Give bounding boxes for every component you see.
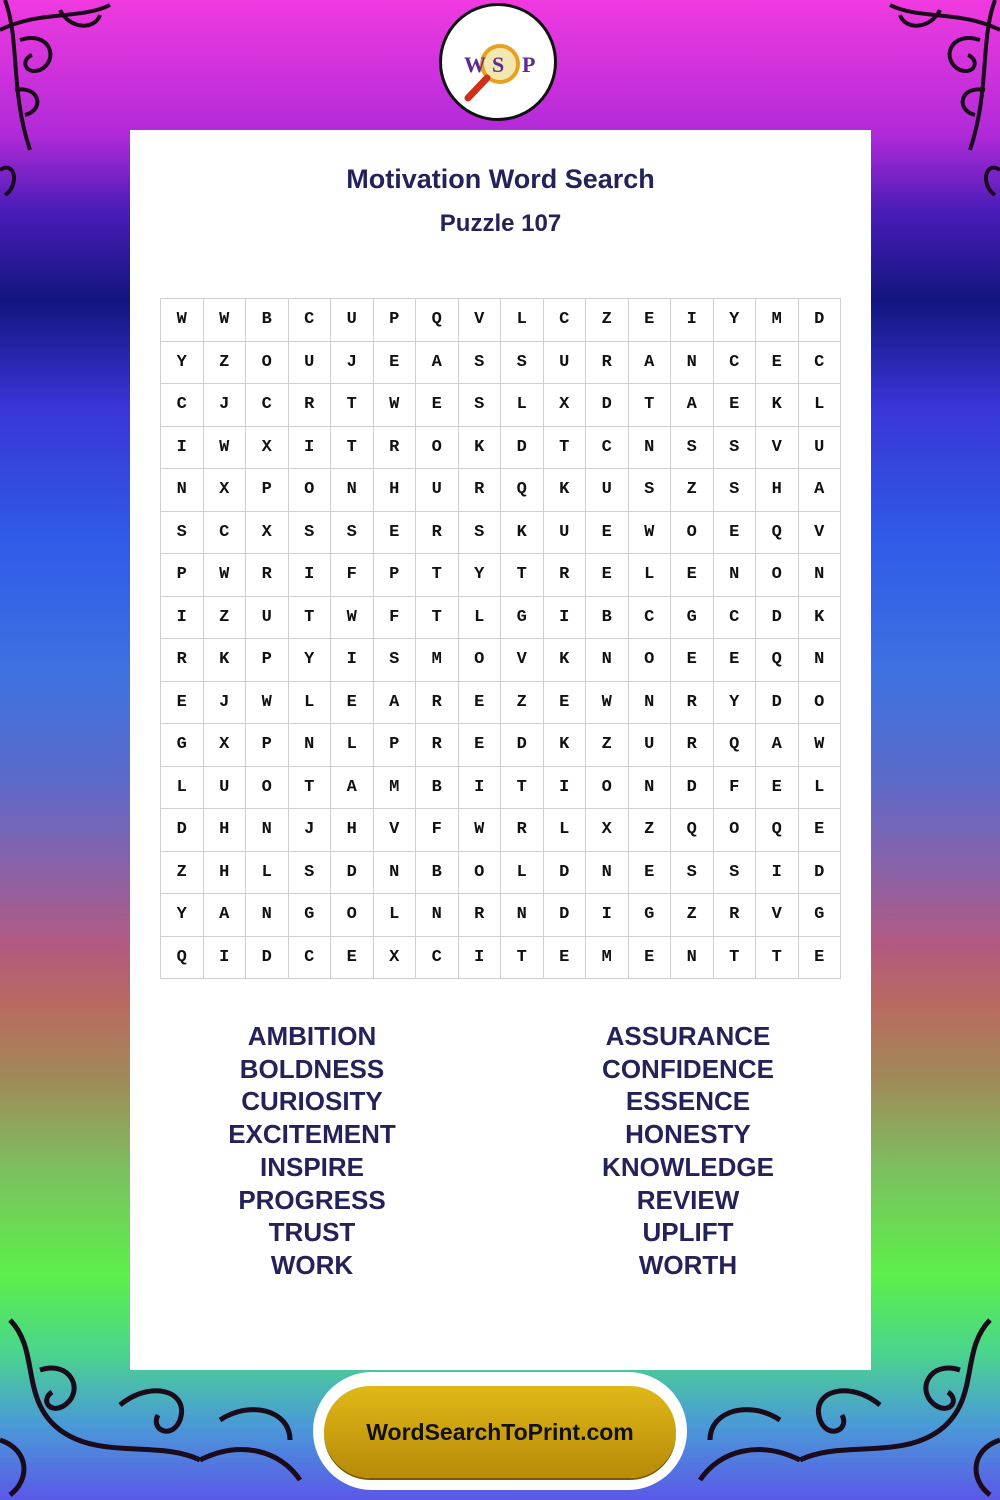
grid-cell[interactable]: A <box>416 342 459 385</box>
grid-cell[interactable]: W <box>374 384 417 427</box>
grid-cell[interactable]: S <box>459 384 502 427</box>
word-list-item: CURIOSITY <box>241 1086 383 1117</box>
grid-cell[interactable]: Y <box>459 554 502 597</box>
grid-cell[interactable]: M <box>586 937 629 980</box>
logo-letter-p: P <box>522 52 536 77</box>
grid-cell[interactable]: M <box>374 767 417 810</box>
grid-cell[interactable]: C <box>586 427 629 470</box>
grid-cell[interactable]: X <box>374 937 417 980</box>
grid-cell[interactable]: M <box>756 299 799 342</box>
grid-cell[interactable]: H <box>374 469 417 512</box>
grid-cell[interactable]: N <box>586 639 629 682</box>
grid-cell[interactable]: P <box>374 554 417 597</box>
grid-cell[interactable]: U <box>544 512 587 555</box>
corner-ornament-top-left-icon <box>0 0 130 200</box>
puzzle-number: Puzzle 107 <box>439 210 562 237</box>
word-list-item: HONESTY <box>625 1119 751 1150</box>
grid-cell[interactable]: I <box>459 937 502 980</box>
grid-cell[interactable]: D <box>544 894 587 937</box>
grid-cell[interactable]: N <box>629 767 672 810</box>
grid-cell[interactable]: Z <box>204 342 247 385</box>
grid-cell[interactable]: Y <box>714 682 757 725</box>
grid-cell[interactable]: S <box>459 512 502 555</box>
grid-cell[interactable]: L <box>629 554 672 597</box>
grid-cell[interactable]: E <box>756 767 799 810</box>
grid-cell[interactable]: L <box>799 767 842 810</box>
grid-cell[interactable]: T <box>501 767 544 810</box>
grid-cell[interactable]: F <box>331 554 374 597</box>
grid-cell[interactable]: E <box>629 852 672 895</box>
grid-cell[interactable]: H <box>204 852 247 895</box>
grid-cell[interactable]: T <box>331 427 374 470</box>
grid-cell[interactable]: U <box>799 427 842 470</box>
grid-cell[interactable]: K <box>204 639 247 682</box>
grid-cell[interactable]: N <box>416 894 459 937</box>
grid-cell[interactable]: A <box>374 682 417 725</box>
website-link-button[interactable]: WordSearchToPrint.com <box>324 1386 676 1478</box>
grid-cell[interactable]: S <box>629 469 672 512</box>
grid-cell[interactable]: N <box>671 937 714 980</box>
grid-cell[interactable]: L <box>544 809 587 852</box>
grid-cell[interactable]: E <box>671 639 714 682</box>
grid-cell[interactable]: C <box>416 937 459 980</box>
grid-cell[interactable]: E <box>629 299 672 342</box>
grid-cell[interactable]: L <box>501 299 544 342</box>
grid-cell[interactable]: A <box>331 767 374 810</box>
word-list-item: BOLDNESS <box>239 1053 385 1084</box>
grid-cell[interactable]: N <box>501 894 544 937</box>
grid-cell[interactable]: C <box>289 299 332 342</box>
grid-cell[interactable]: W <box>331 597 374 640</box>
grid-cell[interactable]: A <box>671 384 714 427</box>
grid-cell[interactable]: T <box>416 597 459 640</box>
grid-cell[interactable]: Z <box>161 852 204 895</box>
word-list-item: REVIEW <box>636 1184 740 1215</box>
grid-cell[interactable]: C <box>204 512 247 555</box>
word-list-left <box>162 1020 462 1282</box>
grid-cell[interactable]: T <box>544 427 587 470</box>
grid-cell[interactable]: O <box>714 809 757 852</box>
grid-cell[interactable]: W <box>586 682 629 725</box>
grid-cell[interactable]: O <box>246 767 289 810</box>
grid-cell[interactable]: U <box>416 469 459 512</box>
grid-cell[interactable]: D <box>799 852 842 895</box>
grid-cell[interactable]: O <box>756 554 799 597</box>
grid-cell[interactable]: Y <box>289 639 332 682</box>
grid-cell[interactable]: R <box>374 427 417 470</box>
grid-cell[interactable]: L <box>246 852 289 895</box>
grid-cell[interactable]: R <box>161 639 204 682</box>
grid-cell[interactable]: O <box>289 469 332 512</box>
grid-cell[interactable]: T <box>756 937 799 980</box>
grid-cell[interactable]: R <box>416 512 459 555</box>
grid-cell[interactable]: K <box>544 469 587 512</box>
grid-cell[interactable]: N <box>629 682 672 725</box>
grid-cell[interactable]: Y <box>714 299 757 342</box>
grid-cell[interactable]: Z <box>671 469 714 512</box>
grid-cell[interactable]: F <box>714 767 757 810</box>
grid-cell[interactable]: X <box>246 427 289 470</box>
grid-cell[interactable]: U <box>289 342 332 385</box>
grid-cell[interactable]: E <box>459 682 502 725</box>
grid-cell[interactable]: P <box>161 554 204 597</box>
grid-cell[interactable]: Q <box>756 512 799 555</box>
grid-cell[interactable]: S <box>671 427 714 470</box>
grid-cell[interactable]: E <box>714 512 757 555</box>
grid-cell[interactable]: L <box>459 597 502 640</box>
grid-cell[interactable]: S <box>374 639 417 682</box>
grid-cell[interactable]: R <box>459 469 502 512</box>
grid-cell[interactable]: D <box>756 597 799 640</box>
grid-cell[interactable]: U <box>629 724 672 767</box>
grid-cell[interactable]: E <box>544 937 587 980</box>
grid-cell[interactable]: R <box>246 554 289 597</box>
grid-cell[interactable]: U <box>331 299 374 342</box>
grid-cell[interactable]: K <box>756 384 799 427</box>
grid-cell[interactable]: N <box>246 894 289 937</box>
grid-cell[interactable]: J <box>204 682 247 725</box>
grid-cell[interactable]: Z <box>586 299 629 342</box>
grid-cell[interactable]: K <box>459 427 502 470</box>
grid-cell[interactable]: S <box>714 852 757 895</box>
grid-cell[interactable]: G <box>799 894 842 937</box>
grid-cell[interactable]: O <box>586 767 629 810</box>
grid-cell[interactable]: I <box>756 852 799 895</box>
grid-cell[interactable]: Q <box>501 469 544 512</box>
grid-cell[interactable]: E <box>331 937 374 980</box>
grid-cell[interactable]: Q <box>671 809 714 852</box>
grid-cell[interactable]: K <box>544 639 587 682</box>
grid-cell[interactable]: S <box>714 427 757 470</box>
logo-letter-w: W <box>464 52 486 77</box>
grid-cell[interactable]: T <box>416 554 459 597</box>
grid-cell[interactable]: O <box>246 342 289 385</box>
grid-cell[interactable]: E <box>756 342 799 385</box>
grid-cell[interactable]: C <box>629 597 672 640</box>
grid-cell[interactable]: C <box>799 342 842 385</box>
grid-cell[interactable]: R <box>459 894 502 937</box>
grid-cell[interactable]: J <box>331 342 374 385</box>
word-list-item: TRUST <box>268 1217 356 1248</box>
grid-cell[interactable]: H <box>756 469 799 512</box>
grid-cell[interactable]: T <box>331 384 374 427</box>
grid-cell[interactable]: N <box>161 469 204 512</box>
grid-cell[interactable]: E <box>416 384 459 427</box>
grid-cell[interactable]: F <box>374 597 417 640</box>
grid-cell[interactable]: O <box>416 427 459 470</box>
word-list-item: CONFIDENCE <box>602 1053 774 1084</box>
magnifier-icon <box>442 6 554 118</box>
grid-cell[interactable]: D <box>246 937 289 980</box>
grid-cell[interactable]: K <box>501 512 544 555</box>
site-logo[interactable] <box>439 3 557 121</box>
grid-cell[interactable]: L <box>799 384 842 427</box>
grid-cell[interactable]: V <box>374 809 417 852</box>
grid-cell[interactable]: L <box>501 852 544 895</box>
grid-cell[interactable]: V <box>501 639 544 682</box>
grid-cell[interactable]: T <box>289 767 332 810</box>
grid-cell[interactable]: E <box>586 512 629 555</box>
grid-cell[interactable]: V <box>756 894 799 937</box>
grid-cell[interactable]: J <box>289 809 332 852</box>
grid-cell[interactable]: L <box>289 682 332 725</box>
word-list-item: UPLIFT <box>642 1217 734 1248</box>
grid-cell[interactable]: C <box>714 597 757 640</box>
grid-cell[interactable]: I <box>161 427 204 470</box>
grid-cell[interactable]: I <box>161 597 204 640</box>
grid-cell[interactable]: P <box>246 724 289 767</box>
grid-cell[interactable]: R <box>501 809 544 852</box>
grid-cell[interactable]: S <box>289 852 332 895</box>
grid-cell[interactable]: A <box>629 342 672 385</box>
grid-cell[interactable]: E <box>629 937 672 980</box>
grid-cell[interactable]: T <box>629 384 672 427</box>
grid-cell[interactable]: F <box>416 809 459 852</box>
grid-cell[interactable]: V <box>756 427 799 470</box>
grid-cell[interactable]: X <box>544 384 587 427</box>
grid-cell[interactable]: E <box>799 809 842 852</box>
grid-cell[interactable]: L <box>501 384 544 427</box>
grid-cell[interactable]: J <box>204 384 247 427</box>
grid-cell[interactable]: T <box>289 597 332 640</box>
grid-cell[interactable]: I <box>459 767 502 810</box>
grid-cell[interactable]: W <box>799 724 842 767</box>
grid-cell[interactable]: W <box>204 299 247 342</box>
grid-cell[interactable]: R <box>671 724 714 767</box>
grid-cell[interactable]: T <box>501 937 544 980</box>
grid-cell[interactable]: Q <box>161 937 204 980</box>
grid-cell[interactable]: I <box>204 937 247 980</box>
grid-cell[interactable]: N <box>374 852 417 895</box>
grid-cell[interactable]: S <box>161 512 204 555</box>
grid-cell[interactable]: E <box>714 384 757 427</box>
grid-cell[interactable]: N <box>586 852 629 895</box>
grid-cell[interactable]: N <box>799 639 842 682</box>
grid-cell[interactable]: L <box>161 767 204 810</box>
grid-cell[interactable]: R <box>544 554 587 597</box>
grid-cell[interactable]: B <box>416 852 459 895</box>
grid-cell[interactable]: L <box>331 724 374 767</box>
grid-cell[interactable]: H <box>204 809 247 852</box>
grid-cell[interactable]: S <box>459 342 502 385</box>
word-list-item: AMBITION <box>247 1021 377 1051</box>
grid-cell[interactable]: E <box>331 682 374 725</box>
grid-cell[interactable]: W <box>459 809 502 852</box>
grid-cell[interactable]: D <box>501 724 544 767</box>
grid-cell[interactable]: N <box>799 554 842 597</box>
word-list-item: INSPIRE <box>259 1151 365 1182</box>
grid-cell[interactable]: X <box>204 724 247 767</box>
word-list-item: ASSURANCE <box>605 1021 771 1051</box>
corner-ornament-top-right-icon <box>870 0 1000 200</box>
grid-cell[interactable]: C <box>289 937 332 980</box>
grid-cell[interactable]: X <box>586 809 629 852</box>
grid-cell[interactable]: G <box>161 724 204 767</box>
grid-cell[interactable]: S <box>289 512 332 555</box>
grid-cell[interactable]: Z <box>671 894 714 937</box>
grid-cell[interactable]: D <box>586 384 629 427</box>
grid-cell[interactable]: W <box>204 427 247 470</box>
grid-cell[interactable]: D <box>799 299 842 342</box>
grid-cell[interactable]: P <box>374 724 417 767</box>
grid-cell[interactable]: C <box>544 299 587 342</box>
grid-cell[interactable]: E <box>374 512 417 555</box>
grid-cell[interactable]: W <box>204 554 247 597</box>
grid-cell[interactable]: U <box>586 469 629 512</box>
grid-cell[interactable]: Y <box>161 342 204 385</box>
page-title: Motivation Word Search <box>346 164 655 194</box>
grid-cell[interactable]: S <box>714 469 757 512</box>
grid-cell[interactable]: V <box>799 512 842 555</box>
grid-cell[interactable]: V <box>459 299 502 342</box>
grid-cell[interactable]: S <box>501 342 544 385</box>
grid-cell[interactable]: O <box>459 852 502 895</box>
grid-cell[interactable]: A <box>756 724 799 767</box>
grid-cell[interactable]: W <box>246 682 289 725</box>
word-list-item: PROGRESS <box>238 1184 386 1215</box>
grid-cell[interactable]: R <box>714 894 757 937</box>
grid-cell[interactable]: C <box>714 342 757 385</box>
grid-cell[interactable]: E <box>459 724 502 767</box>
grid-cell[interactable]: D <box>161 809 204 852</box>
grid-cell[interactable]: R <box>586 342 629 385</box>
grid-cell[interactable]: D <box>671 767 714 810</box>
grid-cell[interactable]: G <box>501 597 544 640</box>
grid-cell[interactable]: W <box>161 299 204 342</box>
grid-cell[interactable]: A <box>204 894 247 937</box>
word-list-item: KNOWLEDGE <box>602 1151 774 1182</box>
grid-cell[interactable]: R <box>289 384 332 427</box>
grid-cell[interactable]: Q <box>756 639 799 682</box>
grid-cell[interactable]: P <box>374 299 417 342</box>
grid-cell[interactable]: T <box>501 554 544 597</box>
letter-grid <box>160 298 841 979</box>
grid-cell[interactable]: D <box>331 852 374 895</box>
grid-cell[interactable]: A <box>799 469 842 512</box>
grid-cell[interactable]: E <box>161 682 204 725</box>
grid-cell[interactable]: N <box>331 469 374 512</box>
grid-cell[interactable]: U <box>246 597 289 640</box>
grid-cell[interactable]: Q <box>714 724 757 767</box>
grid-cell[interactable]: R <box>416 724 459 767</box>
grid-cell[interactable]: U <box>544 342 587 385</box>
grid-cell[interactable]: Z <box>204 597 247 640</box>
grid-cell[interactable]: X <box>204 469 247 512</box>
grid-cell[interactable]: K <box>799 597 842 640</box>
grid-cell[interactable]: U <box>204 767 247 810</box>
grid-cell[interactable]: I <box>586 894 629 937</box>
grid-cell[interactable]: O <box>629 639 672 682</box>
grid-cell[interactable]: G <box>629 894 672 937</box>
word-list-item: EXCITEMENT <box>228 1119 396 1150</box>
grid-cell[interactable]: Z <box>629 809 672 852</box>
grid-cell[interactable]: O <box>799 682 842 725</box>
grid-cell[interactable]: W <box>629 512 672 555</box>
grid-cell[interactable]: G <box>289 894 332 937</box>
grid-cell[interactable]: O <box>331 894 374 937</box>
grid-cell[interactable]: I <box>544 597 587 640</box>
grid-cell[interactable]: N <box>714 554 757 597</box>
logo-letter-s: S <box>492 52 505 77</box>
grid-cell[interactable]: E <box>671 554 714 597</box>
grid-cell[interactable]: I <box>289 554 332 597</box>
grid-cell[interactable]: E <box>544 682 587 725</box>
grid-cell[interactable]: Q <box>756 809 799 852</box>
grid-cell[interactable]: T <box>714 937 757 980</box>
grid-cell[interactable]: I <box>289 427 332 470</box>
grid-cell[interactable]: C <box>246 384 289 427</box>
grid-cell[interactable]: D <box>501 427 544 470</box>
grid-cell[interactable]: H <box>331 809 374 852</box>
word-list-right <box>538 1020 838 1282</box>
grid-cell[interactable]: D <box>544 852 587 895</box>
grid-cell[interactable]: I <box>671 299 714 342</box>
grid-cell[interactable]: L <box>374 894 417 937</box>
grid-cell[interactable]: M <box>416 639 459 682</box>
grid-cell[interactable]: P <box>246 469 289 512</box>
grid-cell[interactable]: E <box>586 554 629 597</box>
grid-cell[interactable]: G <box>671 597 714 640</box>
grid-cell[interactable]: B <box>586 597 629 640</box>
grid-cell[interactable]: S <box>671 852 714 895</box>
grid-cell[interactable]: Q <box>416 299 459 342</box>
grid-cell[interactable]: E <box>374 342 417 385</box>
word-list-item: WORTH <box>638 1249 738 1280</box>
grid-cell[interactable]: N <box>629 427 672 470</box>
grid-cell[interactable]: O <box>459 639 502 682</box>
grid-cell[interactable]: O <box>671 512 714 555</box>
grid-cell[interactable]: N <box>289 724 332 767</box>
grid-cell[interactable]: R <box>671 682 714 725</box>
grid-cell[interactable]: Y <box>161 894 204 937</box>
grid-cell[interactable]: R <box>416 682 459 725</box>
grid-cell[interactable]: B <box>246 299 289 342</box>
grid-cell[interactable]: I <box>331 639 374 682</box>
grid-cell[interactable]: I <box>544 767 587 810</box>
grid-cell[interactable]: P <box>246 639 289 682</box>
word-list-item: WORK <box>270 1249 354 1280</box>
grid-cell[interactable]: N <box>671 342 714 385</box>
word-list-item: ESSENCE <box>625 1086 751 1117</box>
grid-cell[interactable]: K <box>544 724 587 767</box>
grid-cell[interactable]: N <box>246 809 289 852</box>
grid-cell[interactable]: Z <box>501 682 544 725</box>
grid-cell[interactable]: X <box>246 512 289 555</box>
grid-cell[interactable]: B <box>416 767 459 810</box>
grid-cell[interactable]: C <box>161 384 204 427</box>
grid-cell[interactable]: E <box>799 937 842 980</box>
grid-cell[interactable]: D <box>756 682 799 725</box>
grid-cell[interactable]: S <box>331 512 374 555</box>
grid-cell[interactable]: Z <box>586 724 629 767</box>
grid-cell[interactable]: E <box>714 639 757 682</box>
